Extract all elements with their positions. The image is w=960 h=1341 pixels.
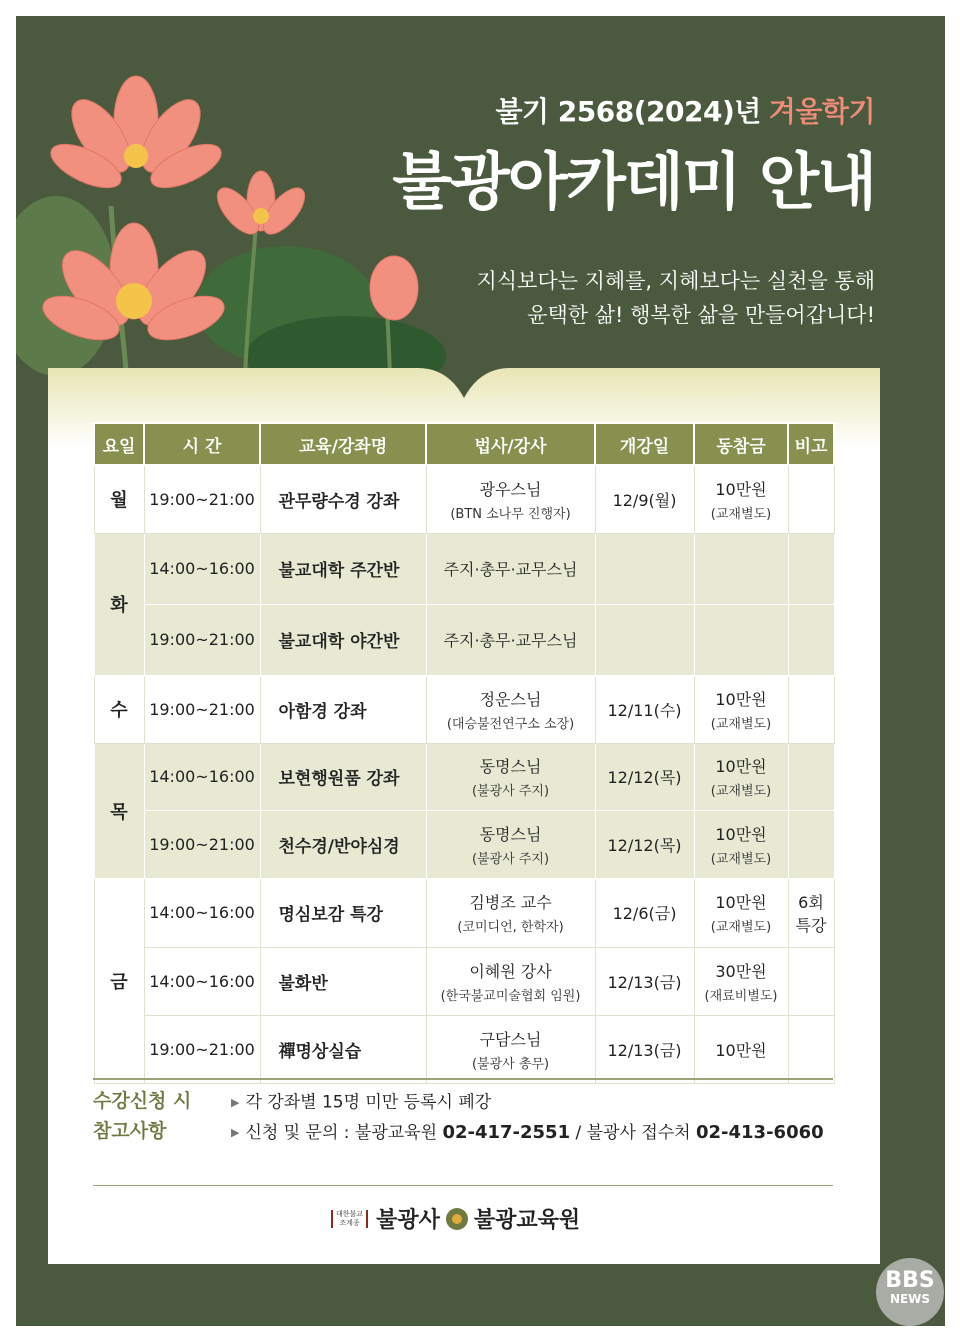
time-cell: 19:00~21:00 bbox=[144, 604, 260, 675]
table-row bbox=[94, 947, 834, 1015]
notes-list bbox=[231, 1088, 824, 1148]
start-cell: 12/13(금) bbox=[595, 1015, 694, 1083]
org-education-center: 불광교육원 bbox=[473, 1208, 581, 1233]
remark-cell: 6회 특강 bbox=[788, 878, 834, 947]
fee-cell: 10만원 bbox=[694, 1015, 788, 1083]
teacher-cell: 정운스님 (대승불전연구소 소장) bbox=[426, 675, 595, 743]
start-cell: 12/6(금) bbox=[595, 878, 694, 947]
time-cell: 19:00~21:00 bbox=[144, 675, 260, 743]
course-cell: 불교대학 주간반 bbox=[260, 533, 426, 604]
course-cell: 천수경/반야심경 bbox=[260, 810, 426, 878]
fee-cell: 10만원 (교재별도) bbox=[694, 878, 788, 947]
note-item: ▶ 각 강좌별 15명 미만 등록시 폐강 bbox=[231, 1092, 492, 1113]
fee-cell bbox=[694, 533, 788, 604]
fee-cell bbox=[694, 604, 788, 675]
fee-cell: 10만원 (교재별도) bbox=[694, 810, 788, 878]
teacher-cell: 주지·총무·교무스님 bbox=[426, 604, 595, 675]
teacher-cell: 광우스님 (BTN 소나무 진행자) bbox=[426, 465, 595, 533]
start-cell: 12/12(목) bbox=[595, 810, 694, 878]
remark-cell bbox=[788, 1015, 834, 1083]
teacher-cell: 이혜원 강사 (한국불교미술협회 임원) bbox=[426, 947, 595, 1015]
header-teacher: 법사/강사 bbox=[426, 423, 595, 465]
jogye-tag: 대한불교 조계종 bbox=[331, 1210, 368, 1228]
table-row bbox=[94, 743, 834, 810]
header-day: 요일 bbox=[94, 423, 144, 465]
course-cell: 禪명상실습 bbox=[260, 1015, 426, 1083]
fee-cell: 10만원 (교재별도) bbox=[694, 743, 788, 810]
triangle-bullet-icon: ▶ bbox=[231, 1096, 240, 1109]
course-cell: 불화반 bbox=[260, 947, 426, 1015]
table-row bbox=[94, 810, 834, 878]
bbs-news-watermark: BBS NEWS bbox=[876, 1258, 944, 1326]
table-header-row bbox=[94, 423, 834, 465]
course-cell: 관무량수경 강좌 bbox=[260, 465, 426, 533]
season-label: 겨울학기 bbox=[768, 95, 875, 128]
course-cell: 보현행원품 강좌 bbox=[260, 743, 426, 810]
time-cell: 14:00~16:00 bbox=[144, 947, 260, 1015]
course-cell: 불교대학 야간반 bbox=[260, 604, 426, 675]
header-start: 개강일 bbox=[595, 423, 694, 465]
teacher-cell: 김병조 교수 (코미디언, 한학자) bbox=[426, 878, 595, 947]
course-cell: 명심보감 특강 bbox=[260, 878, 426, 947]
table-row bbox=[94, 465, 834, 533]
day-cell: 월 bbox=[94, 465, 144, 533]
remark-cell bbox=[788, 675, 834, 743]
note-item: ▶ 신청 및 문의 : 불광교육원 02-417-2551 / 불광사 접수처 02-413-6060 bbox=[231, 1121, 824, 1143]
time-cell: 14:00~16:00 bbox=[144, 878, 260, 947]
start-cell: 12/9(월) bbox=[595, 465, 694, 533]
start-cell: 12/13(금) bbox=[595, 947, 694, 1015]
phone-number: 02-413-6060 bbox=[695, 1121, 824, 1143]
course-cell: 아함경 강좌 bbox=[260, 675, 426, 743]
day-cell: 금 bbox=[94, 878, 144, 1083]
fee-cell: 10만원 (교재별도) bbox=[694, 465, 788, 533]
org-bulgwangsa: 불광사 bbox=[376, 1208, 440, 1233]
slogan-line-2: 윤택한 삶! 행복한 삶을 만들어갑니다! bbox=[527, 303, 875, 327]
bulgwang-logo-icon bbox=[446, 1208, 468, 1230]
teacher-cell: 동명스님 (불광사 주지) bbox=[426, 743, 595, 810]
remark-cell bbox=[788, 810, 834, 878]
remark-cell bbox=[788, 465, 834, 533]
slogan bbox=[476, 264, 875, 332]
divider bbox=[93, 1078, 833, 1080]
schedule-card bbox=[48, 350, 880, 1264]
remark-cell bbox=[788, 743, 834, 810]
start-cell bbox=[595, 604, 694, 675]
table-row bbox=[94, 533, 834, 604]
header-fee: 동참금 bbox=[694, 423, 788, 465]
header-time: 시 간 bbox=[144, 423, 260, 465]
teacher-cell: 주지·총무·교무스님 bbox=[426, 533, 595, 604]
day-cell: 화 bbox=[94, 533, 144, 675]
time-cell: 19:00~21:00 bbox=[144, 1015, 260, 1083]
page-title: 불광아카데미 안내 bbox=[392, 145, 875, 218]
start-cell: 12/11(수) bbox=[595, 675, 694, 743]
header-remark: 비고 bbox=[788, 423, 834, 465]
table-row bbox=[94, 604, 834, 675]
remark-cell bbox=[788, 947, 834, 1015]
divider bbox=[93, 1185, 833, 1186]
remark-cell bbox=[788, 604, 834, 675]
header-course: 교육/강좌명 bbox=[260, 423, 426, 465]
start-cell bbox=[595, 533, 694, 604]
term-subtitle: 불기 2568(2024)년 겨울학기 bbox=[495, 95, 875, 128]
teacher-cell: 구담스님 (불광사 총무) bbox=[426, 1015, 595, 1083]
start-cell: 12/12(목) bbox=[595, 743, 694, 810]
table-row bbox=[94, 675, 834, 743]
slogan-line-1: 지식보다는 지혜를, 지혜보다는 실천을 통해 bbox=[476, 269, 875, 293]
day-cell: 수 bbox=[94, 675, 144, 743]
lotus-illustration bbox=[16, 56, 456, 396]
time-cell: 19:00~21:00 bbox=[144, 810, 260, 878]
notes-heading: 수강신청 시 참고사항 bbox=[93, 1090, 192, 1142]
phone-number: 02-417-2551 bbox=[442, 1121, 571, 1143]
fee-cell: 10만원 (교재별도) bbox=[694, 675, 788, 743]
fee-cell: 30만원 (재료비별도) bbox=[694, 947, 788, 1015]
time-cell: 14:00~16:00 bbox=[144, 743, 260, 810]
time-cell: 19:00~21:00 bbox=[144, 465, 260, 533]
triangle-bullet-icon: ▶ bbox=[231, 1126, 240, 1139]
time-cell: 14:00~16:00 bbox=[144, 533, 260, 604]
schedule-table bbox=[93, 422, 835, 1084]
teacher-cell: 동명스님 (불광사 주지) bbox=[426, 810, 595, 878]
day-cell: 목 bbox=[94, 743, 144, 878]
table-row bbox=[94, 1015, 834, 1083]
remark-cell bbox=[788, 533, 834, 604]
table-row bbox=[94, 878, 834, 947]
footer-logo bbox=[331, 1203, 580, 1234]
